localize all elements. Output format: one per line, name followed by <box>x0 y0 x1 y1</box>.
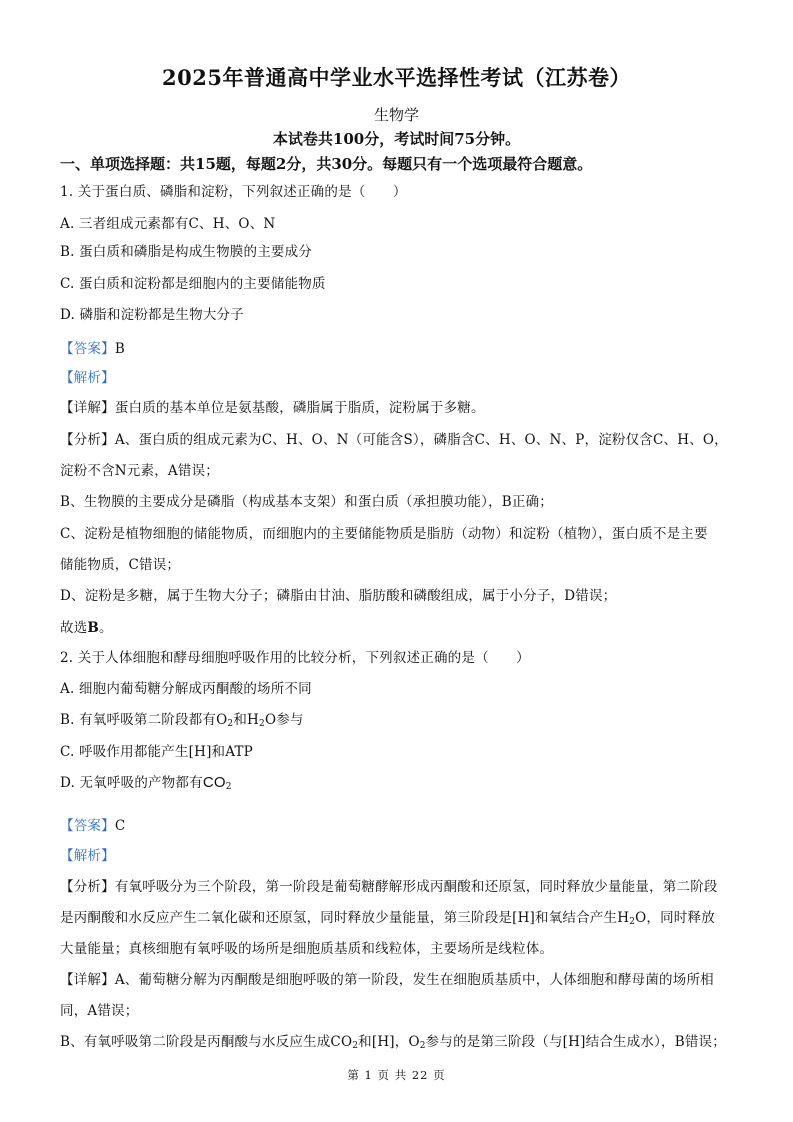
conclusion-answer: B <box>87 620 100 636</box>
q2-b-pre: B. 有氧呼吸第二阶段都有O <box>60 712 228 728</box>
q2-d-pre: D. 无氧呼吸的产物都有 <box>60 775 203 791</box>
q2-b-mid: 和H <box>233 712 259 728</box>
q2-detail-3-post: 参与的是第三阶段（与[H]结合生成水），B错误； <box>425 1034 726 1050</box>
q2-detail-3 <box>60 1031 736 1057</box>
q1-option-c: C. 蛋白质和淀粉都是细胞内的主要储能物质 <box>60 276 326 292</box>
q1-fenxi-6: D、淀粉是多糖，属于生物大分子；磷脂由甘油、脂肪酸和磷酸组成，属于小分子，D错误； <box>60 588 617 604</box>
q2-fenxi-1 <box>60 876 736 898</box>
q2-detail-3-mid: 和[H]，O <box>358 1034 420 1050</box>
q2-fenxi-2-pre: 是丙酮酸和水反应产生二氧化碳和还原氢，同时释放少量能量，第三阶段是[H]和氧结合产生H <box>60 910 630 926</box>
q2-answer <box>60 815 736 837</box>
conclusion-prefix: 故选 <box>60 620 88 636</box>
detail-label: 【详解】 <box>60 400 115 416</box>
detail-text: A、葡萄糖分解为丙酮酸是细胞呼吸的第一阶段，发生在细胞质基质中，人体细胞和酵母菌的场所相 <box>114 972 714 988</box>
exam-title: 2025年普通高中学业水平选择性考试（江苏卷） <box>162 65 631 90</box>
q2-stem: 2. 关于人体细胞和酵母细胞呼吸作用的比较分析，下列叙述正确的是（ ） <box>60 650 530 666</box>
conclusion-suffix: 。 <box>99 620 113 636</box>
q2-detail-3-sub1: 2 <box>352 1041 359 1051</box>
q1-option-a: A. 三者组成元素都有C、H、O、N <box>60 216 276 232</box>
q2-detail-3-sub2: 2 <box>419 1041 426 1051</box>
exam-meta: 本试卷共100分，考试时间75分钟。 <box>272 130 521 148</box>
q1-conclusion <box>60 617 736 639</box>
q2-d-sub: 2 <box>225 782 232 792</box>
fenxi-label: 【分析】 <box>60 879 115 895</box>
q1-answer <box>60 338 736 360</box>
detail-text: 蛋白质的基本单位是氨基酸，磷脂属于脂质，淀粉属于多糖。 <box>114 400 485 416</box>
fenxi-text: 有氧呼吸分为三个阶段，第一阶段是葡萄糖酵解形成丙酮酸和还原氢，同时释放少量能量，第二阶段 <box>114 879 718 895</box>
section-heading: 一、单项选择题：共15题，每题2分，共30分。每题只有一个选项最符合题意。 <box>60 155 593 173</box>
q1-fenxi-1 <box>60 429 736 451</box>
q1-detail <box>60 397 736 419</box>
q2-fenxi-3: 大量能量；真核细胞有氧呼吸的场所是细胞质基质和线粒体，主要场所是线粒体。 <box>60 941 554 957</box>
q2-detail-2: 同，A错误； <box>60 1003 139 1019</box>
q1-fenxi-4: C、淀粉是植物细胞的储能物质，而细胞内的主要储能物质是脂肪（动物）和淀粉（植物），蛋白质不是主要 <box>60 526 708 542</box>
q2-fenxi-2 <box>60 907 736 933</box>
q2-option-c: C. 呼吸作用都能产生[H]和ATP <box>60 744 253 760</box>
page-footer: 第 1 页 共 22 页 <box>347 1068 446 1082</box>
q2-option-d <box>60 772 736 798</box>
q1-stem: 1. 关于蛋白质、磷脂和淀粉，下列叙述正确的是（ ） <box>60 184 407 200</box>
exam-subject: 生物学 <box>373 106 419 124</box>
q1-analysis-label: 【解析】 <box>60 370 115 386</box>
answer-value: C <box>114 818 126 834</box>
q2-d-chem: CO <box>202 774 226 791</box>
q2-analysis-label: 【解析】 <box>60 848 115 864</box>
detail-label: 【详解】 <box>60 972 115 988</box>
answer-label: 【答案】 <box>60 341 115 357</box>
q2-b-post: O参与 <box>264 712 304 728</box>
q1-fenxi-2: 淀粉不含N元素，A错误； <box>60 463 219 479</box>
q2-fenxi-2-post: O，同时释放 <box>635 910 715 926</box>
answer-value: B <box>114 341 125 357</box>
fenxi-text: A、蛋白质的组成元素为C、H、O、N（可能含S），磷脂含C、H、O、N、P，淀粉仅含C、H、O， <box>114 432 728 448</box>
q2-b-sub2: 2 <box>259 719 265 729</box>
fenxi-label: 【分析】 <box>60 432 115 448</box>
q1-fenxi-3: B、生物膜的主要成分是磷脂（构成基本支架）和蛋白质（承担膜功能），B正确； <box>60 494 553 510</box>
q2-option-a: A. 细胞内葡萄糖分解成丙酮酸的场所不同 <box>60 681 312 697</box>
q2-fenxi-2-sub: 2 <box>629 917 636 927</box>
q2-option-b <box>60 709 736 735</box>
q2-detail-1 <box>60 969 736 991</box>
q1-option-b: B. 蛋白质和磷脂是构成生物膜的主要成分 <box>60 244 313 260</box>
q2-b-sub1: 2 <box>227 719 234 729</box>
q1-fenxi-5: 储能物质，C错误； <box>60 557 181 573</box>
answer-label: 【答案】 <box>60 818 115 834</box>
q2-detail-3-pre: B、有氧呼吸第二阶段是丙酮酸与水反应生成CO <box>60 1034 353 1050</box>
q1-option-d: D. 磷脂和淀粉都是生物大分子 <box>60 307 244 323</box>
